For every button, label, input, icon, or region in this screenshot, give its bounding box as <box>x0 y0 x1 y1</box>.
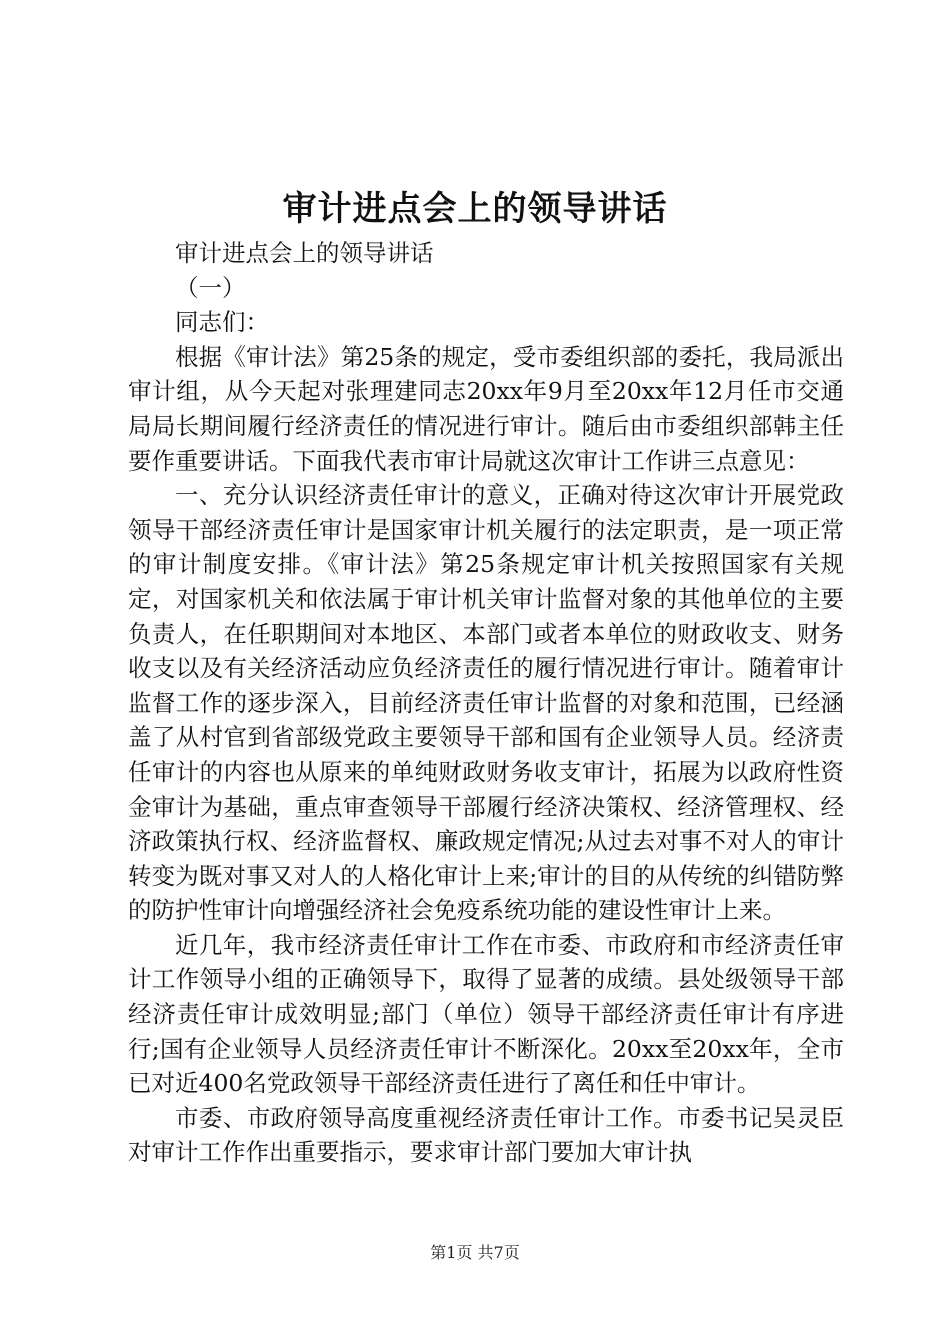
paragraph-subtitle: 审计进点会上的领导讲话 <box>175 239 434 267</box>
paragraph-salutation: 同志们： <box>175 308 269 337</box>
paragraph-section-number: （一） <box>175 273 246 302</box>
paragraph-leadership: 市委、市政府领导高度重视经济责任审计工作。市委书记吴灵臣对审计工作作出重要指示，要求审计部门要加大审计执 <box>128 1103 844 1167</box>
page-number-label: 第1页 共7页 <box>430 1243 520 1262</box>
document-title: 审计进点会上的领导讲话 <box>282 189 668 229</box>
paragraph-intro: 根据《审计法》第25条的规定，受市委组织部的委托，我局派出审计组，从今天起对张理建同志20xx年9月至20xx年12月任市交通局局长期间履行经济责任的情况进行审计。随后由市委组织部韩主任要作重要讲话。下面我代表市审计局就这次审计工作讲三点意见： <box>128 342 844 475</box>
paragraph-recent-years: 近几年，我市经济责任审计工作在市委、市政府和市经济责任审计工作领导小组的正确领导下，取得了显著的成绩。县处级领导干部经济责任审计成效明显;部门（单位）领导干部经济责任审计有序进行;国有企业领导人员经济责任审计不断深化。20xx至20xx年，全市已对近400名党政领导干部经济责任进行了离任和任中审计。 <box>128 930 844 1098</box>
document-body <box>128 236 844 1170</box>
paragraph-point-one: 一、充分认识经济责任审计的意义，正确对待这次审计开展党政领导干部经济责任审计是国家审计机关履行的法定职责，是一项正常的审计制度安排。《审计法》第25条规定审计机关按照国家有关规定，对国家机关和依法属于审计机关审计监督对象的其他单位的主要负责人，在任职期间对本地区、本部门或者本单位的财政收支、财务收支以及有关经济活动应负经济责任的履行情况进行审计。随着审计监督工作的逐步深入，目前经济责任审计监督的对象和范围，已经涵盖了从村官到省部级党政主要领导干部和国有企业领导人员。经济责任审计的内容也从原来的单纯财政财务收支审计，拓展为以政府性资金审计为基础，重点审查领导干部履行经济决策权、经济管理权、经济政策执行权、经济监督权、廉政规定情况;从过去对事不对人的审计转变为既对事又对人的人格化审计上来;审计的目的从传统的纠错防弊的防护性审计向增强经济社会免疫系统功能的建设性审计上来。 <box>128 481 844 925</box>
page-footer <box>0 1242 950 1264</box>
